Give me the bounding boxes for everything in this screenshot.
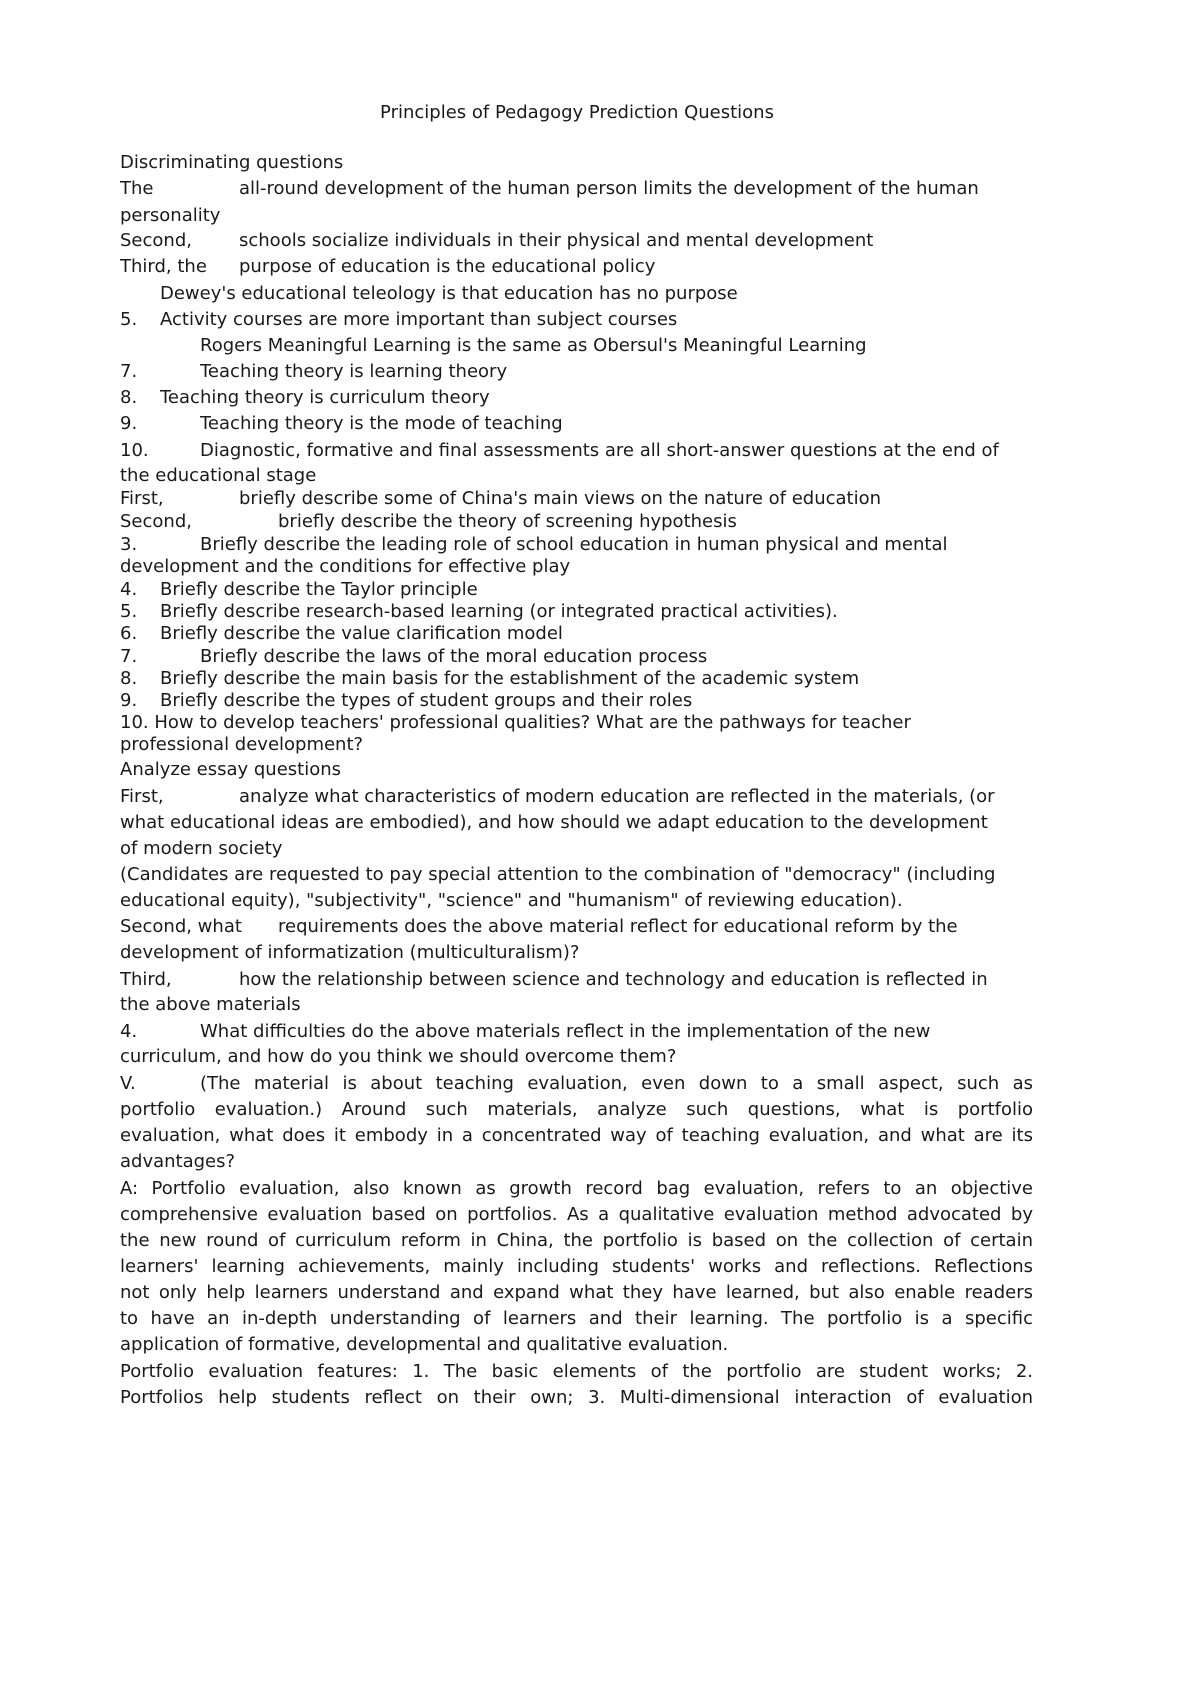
item-label: 4. (120, 1021, 138, 1042)
list-item: what educational ideas are embodied), and how should we adapt education to the development (120, 812, 988, 833)
item-label: First, (120, 786, 164, 807)
answer-line: comprehensive evaluation based on portfolios. As a qualitative evaluation method advocated by (120, 1204, 1033, 1225)
item-text: requirements does the above material reflect for educational reform by the (278, 916, 958, 937)
item-text: briefly describe some of China's main views on the nature of education (239, 488, 882, 509)
list-item: the above materials (120, 994, 301, 1015)
list-item: advantages? (120, 1151, 236, 1172)
item-label: Third, the (120, 256, 207, 277)
list-item: Dewey's educational teleology is that education has no purpose (160, 283, 738, 304)
item-text: purpose of education is the educational policy (239, 256, 656, 277)
item-text: Teaching theory is curriculum theory (160, 387, 490, 408)
item-text: Briefly describe the leading role of school education in human physical and mental (200, 534, 948, 555)
list-item: professional development? (120, 734, 364, 755)
list-item: portfolio evaluation.) Around such materials, analyze such questions, what is portfolio (120, 1099, 1033, 1120)
item-label: 4. (120, 579, 138, 600)
item-label: 8. (120, 668, 138, 689)
item-label: 3. (120, 534, 138, 555)
item-label: 7. (120, 646, 138, 667)
section-heading: Analyze essay questions (120, 759, 342, 780)
section-heading: Discriminating questions (120, 152, 344, 173)
list-item: development of informatization (multiculturalism)? (120, 942, 580, 963)
item-text: Briefly describe the laws of the moral education process (200, 646, 708, 667)
item-label: Second, what (120, 916, 242, 937)
item-text: Diagnostic, formative and final assessments are all short-answer questions at the end of (200, 440, 999, 461)
list-item: (Candidates are requested to pay special attention to the combination of "democracy" (including (120, 864, 996, 885)
item-text: all-round development of the human person limits the development of the human (239, 178, 979, 199)
list-item: curriculum, and how do you think we should overcome them? (120, 1046, 677, 1067)
item-label: 7. (120, 361, 138, 382)
item-text: Briefly describe the main basis for the establishment of the academic system (160, 668, 860, 689)
item-text: schools socialize individuals in their physical and mental development (239, 230, 874, 251)
item-label: 10. (120, 440, 149, 461)
answer-line: the new round of curriculum reform in China, the portfolio is based on the collection of certain (120, 1230, 1033, 1251)
item-label: Second, (120, 230, 192, 251)
item-label: 9. (120, 690, 138, 711)
list-item: 10. How to develop teachers' professional qualities? What are the pathways for teacher (120, 712, 911, 733)
item-label: V. (120, 1073, 136, 1094)
list-item: the educational stage (120, 465, 317, 486)
answer-line: Portfolios help students reflect on their own; 3. Multi-dimensional interaction of evaluation (120, 1387, 1033, 1408)
item-text: What difficulties do the above materials reflect in the implementation of the new (200, 1021, 931, 1042)
list-item: of modern society (120, 838, 283, 859)
item-label: Third, (120, 969, 172, 990)
item-text: (The material is about teaching evaluation, even down to a small aspect, such as (200, 1073, 1033, 1094)
list-item: educational equity), "subjectivity", "science" and "humanism" of reviewing education). (120, 890, 903, 911)
item-label: First, (120, 488, 164, 509)
item-label: 6. (120, 623, 138, 644)
item-text: Teaching theory is the mode of teaching (200, 413, 563, 434)
item-label: 5. (120, 309, 138, 330)
list-item: personality (120, 205, 221, 226)
answer-line: to have an in-depth understanding of learners and their learning. The portfolio is a specific (120, 1308, 1033, 1329)
item-label: 8. (120, 387, 138, 408)
list-item: evaluation, what does it embody in a concentrated way of teaching evaluation, and what are its (120, 1125, 1033, 1146)
answer-line: not only help learners understand and expand what they have learned, but also enable readers (120, 1282, 1033, 1303)
item-text: briefly describe the theory of screening hypothesis (278, 511, 737, 532)
item-text: Briefly describe the Taylor principle (160, 579, 478, 600)
item-text: Teaching theory is learning theory (200, 361, 508, 382)
item-label: 9. (120, 413, 138, 434)
item-label: 5. (120, 601, 138, 622)
document-title: Principles of Pedagogy Prediction Questions (380, 102, 774, 123)
item-text: how the relationship between science and technology and education is reflected in (239, 969, 988, 990)
item-label: Second, (120, 511, 192, 532)
answer-line: application of formative, developmental and qualitative evaluation. (120, 1334, 729, 1355)
item-text: Briefly describe the types of student groups and their roles (160, 690, 693, 711)
answer-line: A: Portfolio evaluation, also known as growth record bag evaluation, refers to an objective (120, 1178, 1033, 1199)
answer-line: Portfolio evaluation features: 1. The basic elements of the portfolio are student works; 2. (120, 1361, 1033, 1382)
list-item: Rogers Meaningful Learning is the same as Obersul's Meaningful Learning (200, 335, 867, 356)
item-text: Briefly describe the value clarification model (160, 623, 563, 644)
list-item: development and the conditions for effective play (120, 556, 571, 577)
item-text: Activity courses are more important than subject courses (160, 309, 678, 330)
answer-line: learners' learning achievements, mainly including students' works and reflections. Reflections (120, 1256, 1033, 1277)
item-text: analyze what characteristics of modern education are reflected in the materials, (or (239, 786, 995, 807)
item-label: The (120, 178, 154, 199)
item-text: Briefly describe research-based learning (or integrated practical activities). (160, 601, 838, 622)
